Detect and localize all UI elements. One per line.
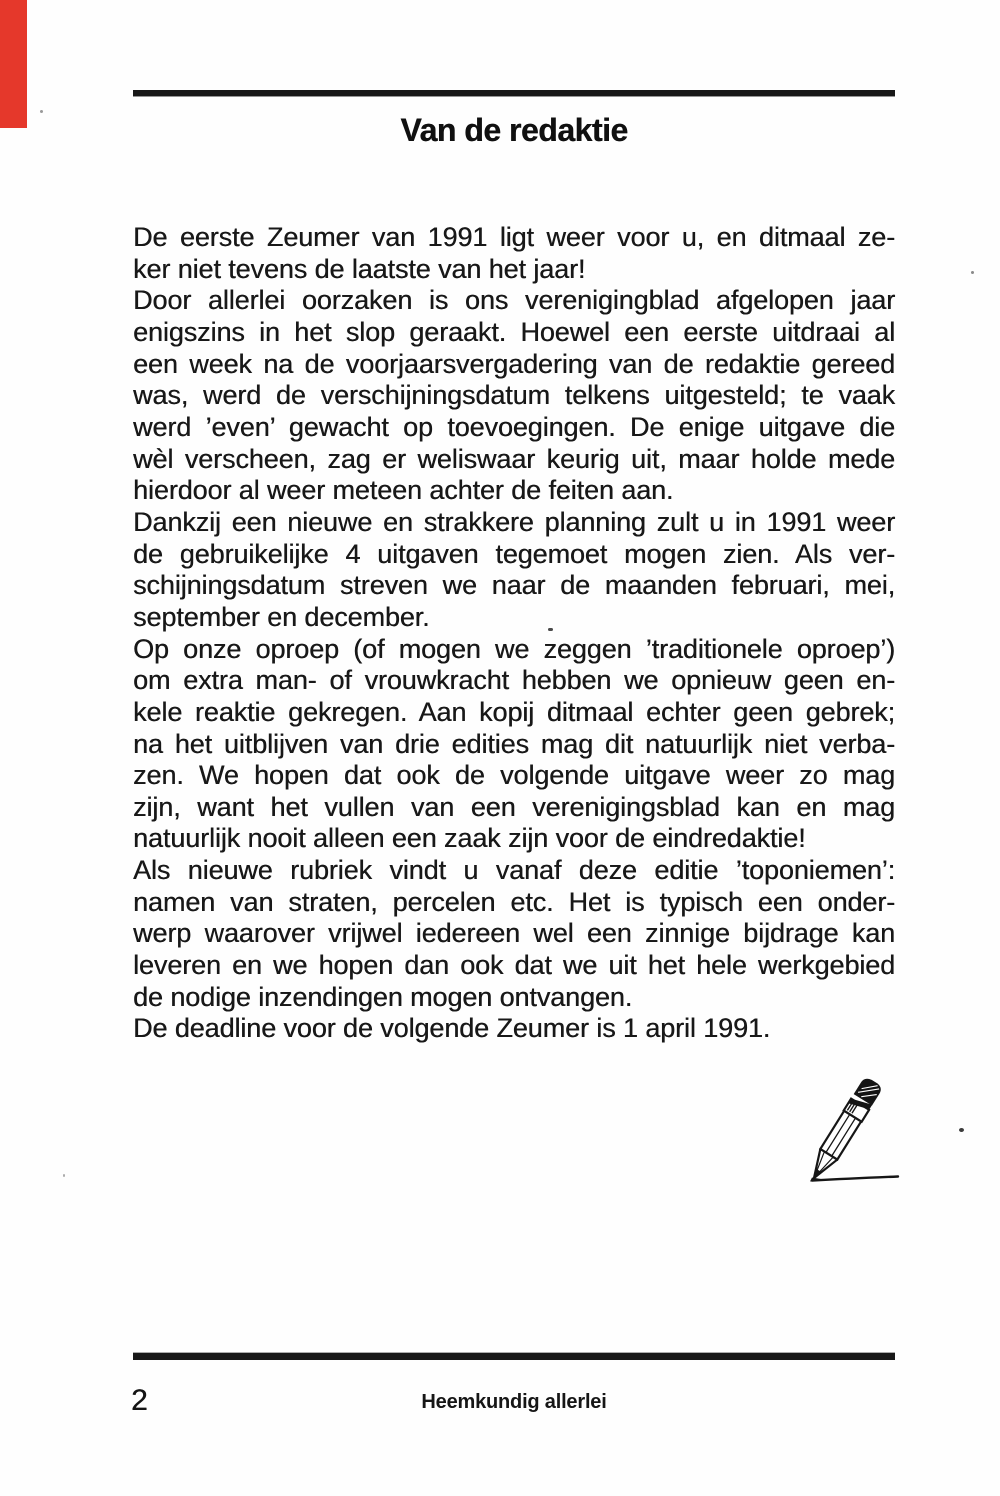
- pencil-illustration: [790, 1062, 915, 1192]
- scan-speck: [548, 628, 553, 631]
- text-line: Door allerlei oorzaken is ons verenigingblad afgelopen jaar: [133, 285, 895, 316]
- scan-speck: [40, 110, 43, 113]
- scan-speck: [63, 1174, 65, 1177]
- scan-speck: [971, 271, 974, 274]
- top-divider-rule: [133, 90, 895, 96]
- text-line: Dankzij een nieuwe en strakkere planning zult u in 1991 weer: [133, 506, 895, 537]
- article-body: [133, 222, 895, 1045]
- text-line: zen. We hopen dat ook de volgende uitgave weer zo mag: [133, 760, 895, 791]
- pencil-drawn-line: [812, 1177, 898, 1181]
- text-line: Op onze oproep (of mogen we zeggen ’traditionele oproep’): [133, 633, 895, 664]
- text-line: was, werd de verschijningsdatum telkens uitgesteld; te vaak: [133, 380, 895, 411]
- text-line: kele reaktie gekregen. Aan kopij ditmaal echter geen gebrek;: [133, 696, 895, 727]
- text-line: de gebruikelijke 4 uitgaven tegemoet mogen zien. Als ver-: [133, 538, 895, 569]
- text-line: wèl verscheen, zag er weliswaar keurig uit, maar holde mede: [133, 443, 895, 474]
- text-line: De eerste Zeumer van 1991 ligt weer voor u, en ditmaal ze-: [133, 222, 895, 252]
- text-line: hierdoor al weer meteen achter de feiten aan.: [133, 475, 674, 506]
- text-line: De deadline voor de volgende Zeumer is 1 april 1991.: [133, 1013, 771, 1044]
- text-line: na het uitblijven van drie edities mag dit natuurlijk niet verba-: [133, 728, 895, 759]
- text-line: natuurlijk nooit alleen een zaak zijn voor de eindredaktie!: [133, 823, 806, 854]
- scan-speck: [959, 1128, 964, 1132]
- bottom-divider-rule: [133, 1353, 895, 1360]
- text-line: werp waarover vrijwel iedereen wel een zinnige bijdrage kan: [133, 918, 895, 949]
- text-line: om extra man- of vrouwkracht hebben we opnieuw geen en-: [133, 665, 895, 696]
- text-line: ker niet tevens de laatste van het jaar!: [133, 253, 586, 284]
- text-line: de nodige inzendingen mogen ontvangen.: [133, 981, 633, 1012]
- scan-edge-red-strip: [0, 0, 27, 128]
- footer-section-title: Heemkundig allerlei: [421, 1391, 607, 1413]
- text-line: een week na de voorjaarsvergadering van de redaktie gereed: [133, 348, 895, 379]
- text-line: zijn, want het vullen van een verenigingsblad kan en mag: [133, 791, 895, 822]
- text-line: namen van straten, percelen etc. Het is typisch een onder-: [133, 886, 895, 917]
- text-line: september en december.: [133, 601, 430, 632]
- text-line: schijningsdatum streven we naar de maanden februari, mei,: [133, 570, 895, 601]
- page-title: Van de redaktie: [400, 112, 628, 148]
- text-line: Als nieuwe rubriek vindt u vanaf deze editie ’toponiemen’:: [133, 855, 895, 886]
- text-line: werd ’even’ gewacht op toevoegingen. De enige uitgave die: [133, 411, 895, 442]
- text-line: enigszins in het slop geraakt. Hoewel een eerste uitdraai al: [133, 316, 895, 347]
- text-line: leveren en we hopen dan ook dat we uit het hele werkgebied: [133, 950, 895, 981]
- page-number: 2: [131, 1384, 148, 1417]
